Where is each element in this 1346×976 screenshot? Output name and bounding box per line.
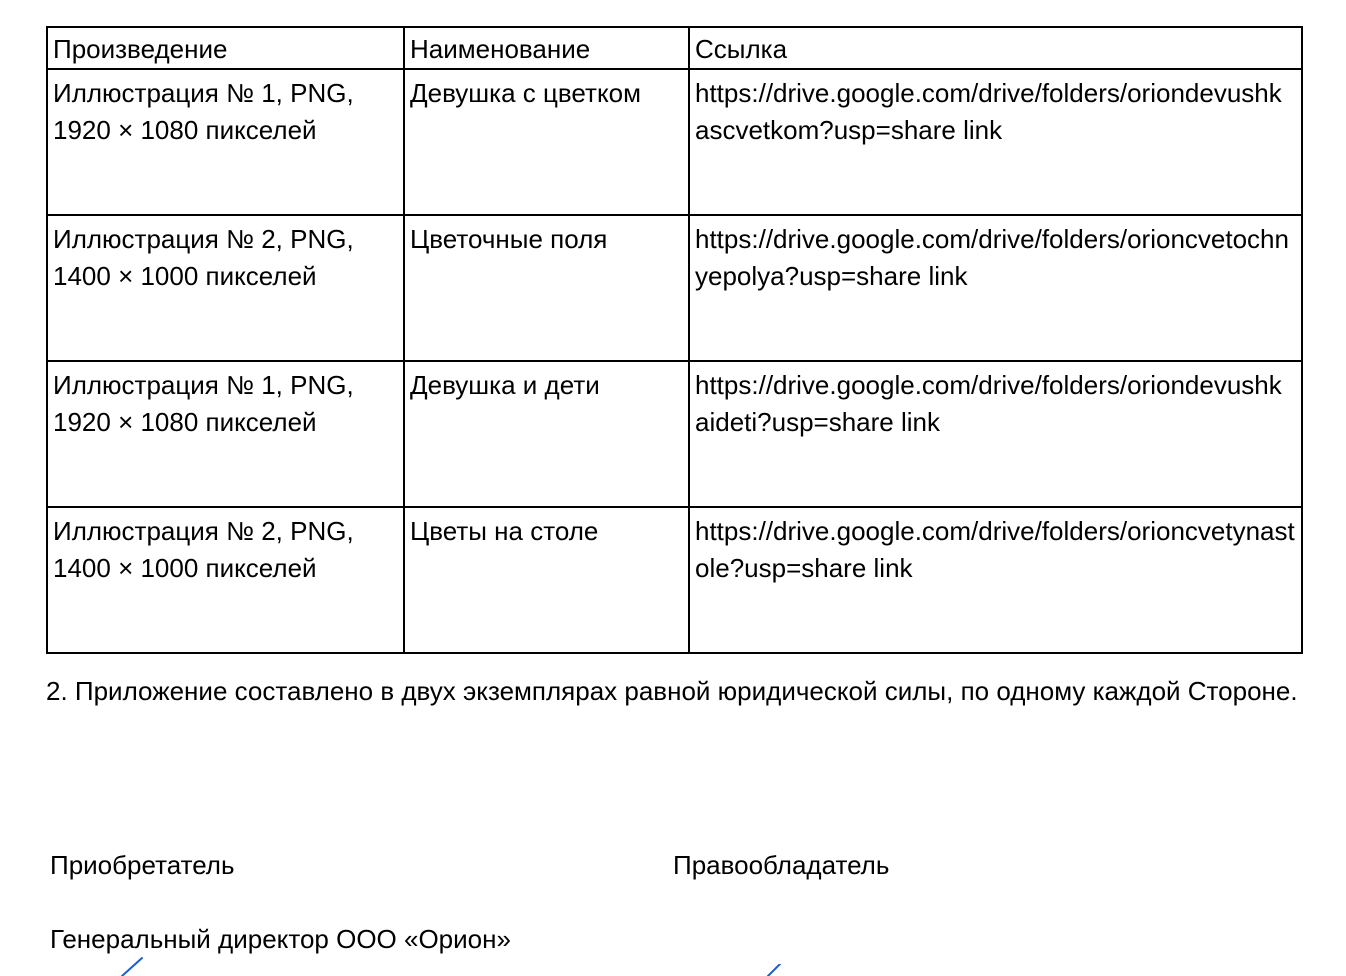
director-label: Генеральный директор ООО «Орион» (50, 924, 511, 954)
cell-link[interactable]: https://drive.google.com/drive/folders/orioncvetynastole?usp=share link (689, 507, 1302, 653)
works-table (46, 26, 1303, 654)
cell-work: Иллюстрация № 1, PNG, 1920 × 1080 пикселей (47, 361, 404, 507)
cell-name: Девушка и дети (404, 361, 689, 507)
header-work: Произведение (47, 27, 404, 69)
owner-label: Правообладатель (673, 850, 890, 880)
buyer-signature-stroke (118, 956, 148, 976)
header-link: Ссылка (689, 27, 1302, 69)
table-header-row (47, 27, 1302, 69)
table-row (47, 215, 1302, 361)
cell-link[interactable]: https://drive.google.com/drive/folders/oriondevushkaideti?usp=share link (689, 361, 1302, 507)
cell-name: Девушка с цветком (404, 69, 689, 215)
cell-name: Цветы на столе (404, 507, 689, 653)
table-row (47, 361, 1302, 507)
table-row (47, 507, 1302, 653)
cell-work: Иллюстрация № 1, PNG, 1920 × 1080 пикселей (47, 69, 404, 215)
clause-paragraph: 2. Приложение составлено в двух экземплярах равной юридической силы, по одному каждой Стороне. (46, 676, 1298, 706)
cell-link[interactable]: https://drive.google.com/drive/folders/oriondevushkascvetkom?usp=share link (689, 69, 1302, 215)
cell-work: Иллюстрация № 2, PNG, 1400 × 1000 пикселей (47, 507, 404, 653)
owner-signature-stroke (764, 964, 788, 976)
cell-work: Иллюстрация № 2, PNG, 1400 × 1000 пикселей (47, 215, 404, 361)
table-row (47, 69, 1302, 215)
header-name: Наименование (404, 27, 689, 69)
cell-name: Цветочные поля (404, 215, 689, 361)
buyer-label: Приобретатель (50, 850, 235, 880)
cell-link[interactable]: https://drive.google.com/drive/folders/orioncvetochnyepolya?usp=share link (689, 215, 1302, 361)
